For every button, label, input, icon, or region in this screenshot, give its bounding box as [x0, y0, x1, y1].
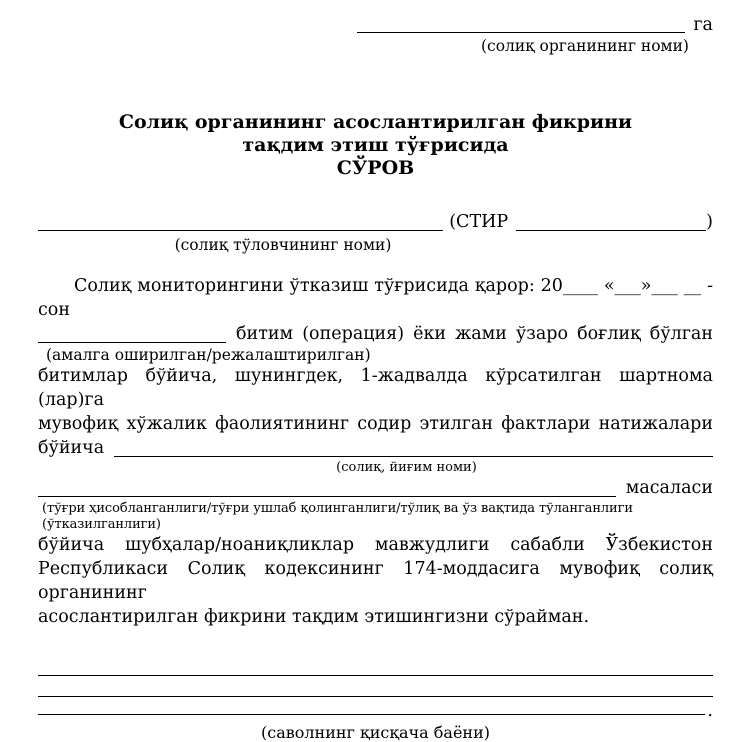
blank-subject — [38, 495, 616, 497]
document-title — [38, 111, 713, 180]
subject-word: масаласи — [625, 478, 713, 498]
deals-line-3 — [38, 436, 713, 460]
question-caption: (саволнинг қисқача баёни) — [261, 723, 490, 742]
stir-label: (СТИР — [449, 212, 509, 232]
header-line — [357, 14, 713, 36]
paragraph-request — [38, 533, 713, 629]
blank-question-line-3 — [38, 713, 705, 715]
deal-line-text: битим (операция) ёки жами ўзаро боғлиқ бўлган — [236, 324, 713, 344]
blank-question-line-1 — [38, 655, 713, 676]
deals-line-1: битимлар бўйича, шунингдек, 1-жадвалда кўрсатилган шартнома (лар)га — [38, 366, 713, 410]
deals-line-3-word: бўйича — [38, 438, 105, 458]
blank-tax-levy-name — [114, 455, 713, 457]
blank-question-line-2 — [38, 676, 713, 697]
paragraph-monitoring — [38, 274, 713, 364]
request-line-2: Республикаси Солиқ кодексининг 174-моддасига мувофиқ солиқ органининг — [38, 559, 713, 603]
title-line-1: Солиқ органининг асослантирилган фикрини — [118, 111, 633, 133]
header-suffix: га — [693, 15, 713, 35]
blank-tax-authority-name — [357, 31, 685, 33]
title-line-3: СЎРОВ — [336, 157, 415, 179]
blank-taxpayer-name — [38, 229, 443, 231]
blank-deal-name — [38, 341, 226, 343]
taxpayer-caption: (солиқ тўловчининг номи) — [174, 236, 392, 254]
request-line-3: асослантирилган фикрини тақдим этишингизни сўрайман. — [38, 607, 590, 627]
deal-caption: (амалга оширилган/режалаштирилган) — [46, 346, 371, 364]
tax-levy-caption: (солиқ, йиғим номи) — [336, 460, 477, 475]
paragraph-deals — [38, 364, 713, 476]
question-section — [38, 655, 713, 742]
blank-question-line-3-wrap — [38, 697, 713, 721]
tax-authority-caption: (солиқ органининг номи) — [481, 37, 689, 55]
monitoring-decision-line: Солиқ мониторингини ўтказиш тўғрисида қарор: 20____ «___»___ __ - сон — [38, 276, 713, 320]
taxpayer-line — [38, 210, 713, 234]
stir-close-paren: ) — [706, 212, 713, 232]
deal-line — [38, 322, 713, 346]
request-line-1: бўйича шубҳалар/ноаниқликлар мавжудлиги сабабли Ўзбекистон — [38, 535, 713, 555]
blank-stir-number — [516, 229, 706, 231]
question-period: . — [707, 701, 713, 721]
subject-caption: (тўғри ҳисобланганлиги/тўғри ушлаб қолинганлиги/тўлиқ ва ўз вақтида тўланганлиги (ўтказилганлиги) — [42, 501, 633, 532]
subject-line — [38, 476, 713, 500]
header-addressee — [357, 14, 713, 55]
title-line-2: тақдим этиш тўғрисида — [242, 134, 509, 156]
deals-line-2: мувофиқ хўжалик фаолиятининг содир этилган фактлари натижалари — [38, 414, 713, 434]
